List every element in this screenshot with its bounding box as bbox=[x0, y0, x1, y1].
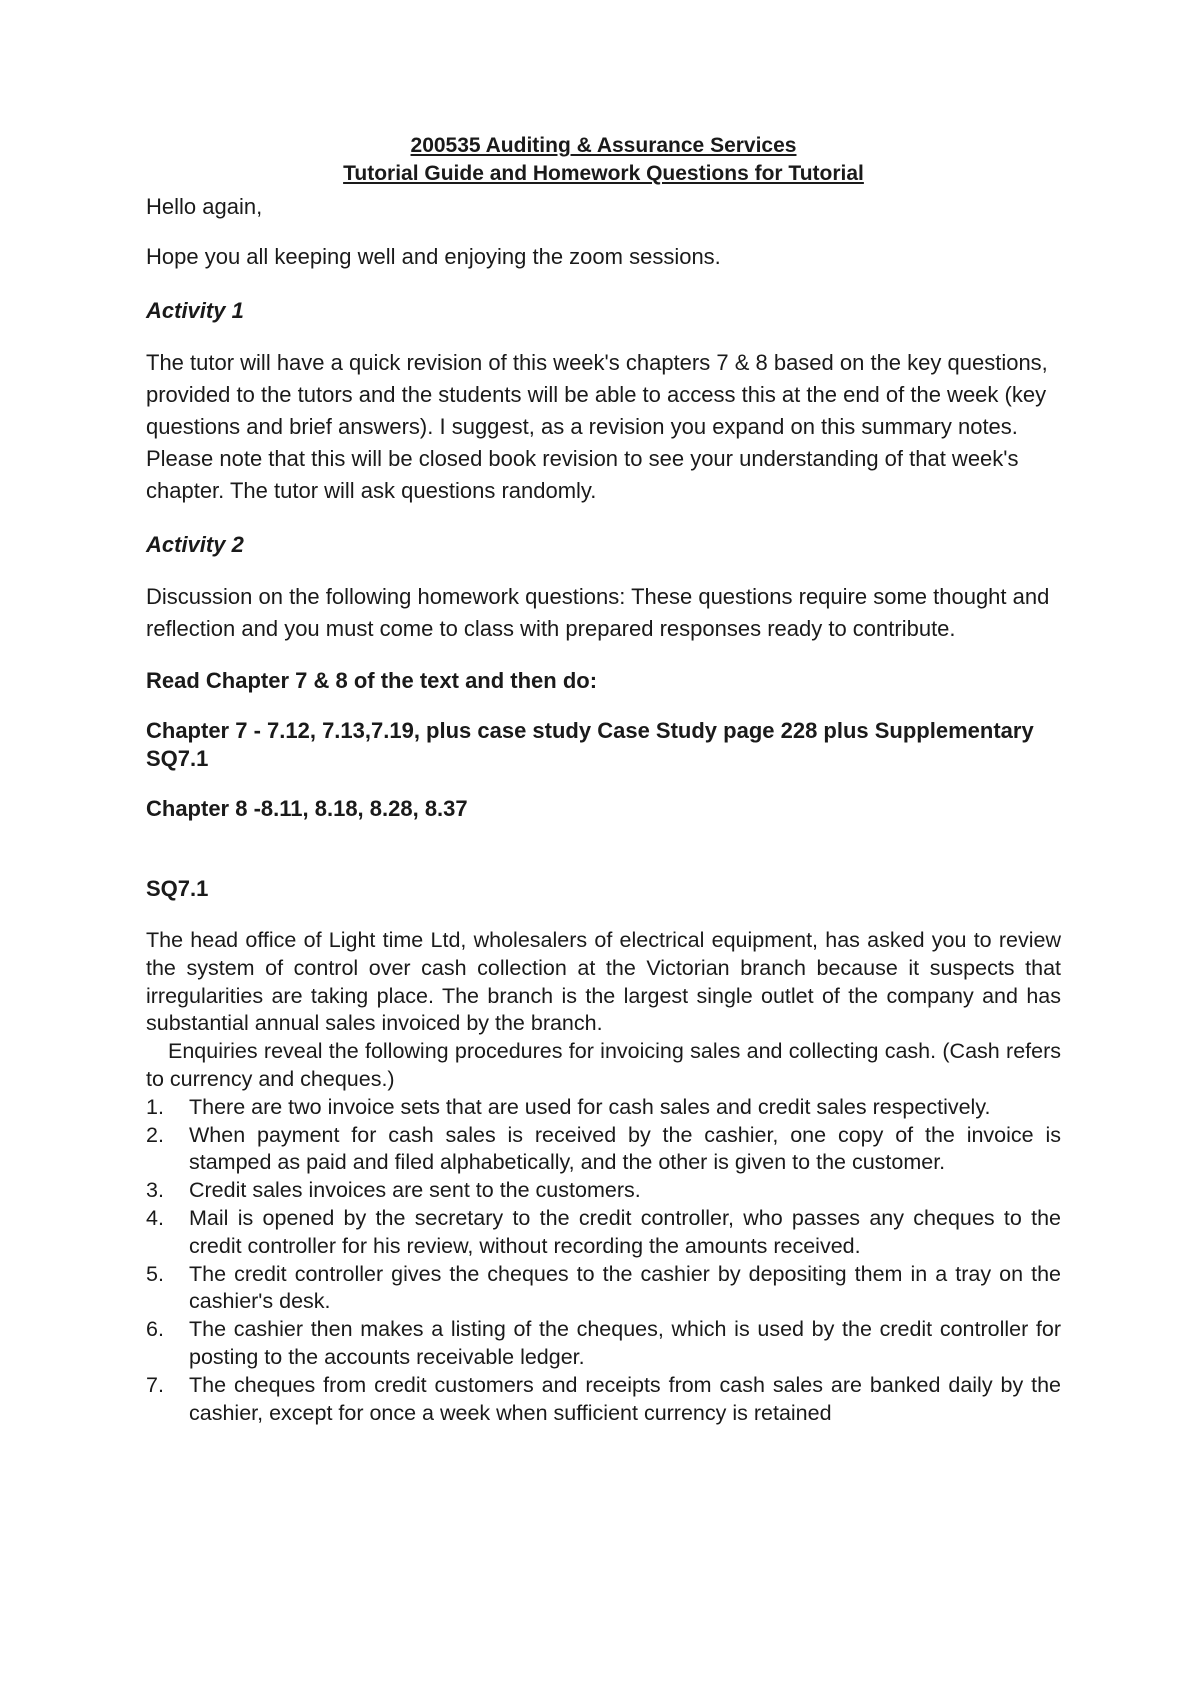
list-item bbox=[146, 1261, 1061, 1317]
sq71-intro: The head office of Light time Ltd, wholesalers of electrical equipment, has asked you to review the system of control over cash collection at the Victorian branch because it suspects that irregularities are taking place. The branch is the largest single outlet of the company and has substantial annual sales invoiced by the branch. bbox=[146, 928, 1061, 1036]
procedure-list bbox=[146, 1094, 1061, 1428]
document-page bbox=[146, 132, 1061, 1427]
list-item bbox=[146, 1122, 1061, 1178]
list-item bbox=[146, 1177, 1061, 1205]
list-item bbox=[146, 1316, 1061, 1372]
list-item-number: 1. bbox=[146, 1094, 164, 1119]
list-item-number: 3. bbox=[146, 1178, 164, 1203]
greeting-text: Hello again, bbox=[146, 194, 263, 219]
list-item-number: 4. bbox=[146, 1205, 164, 1230]
chapter-7-questions: Chapter 7 - 7.12, 7.13,7.19, plus case study Case Study page 228 plus Supplementary SQ7.1 bbox=[146, 718, 1034, 771]
sq71-enquiries: Enquiries reveal the following procedures for invoicing sales and collecting cash. (Cash refers to currency and cheques.) bbox=[146, 1039, 1061, 1091]
list-item bbox=[146, 1372, 1061, 1428]
list-item-text: The credit controller gives the cheques to the cashier by depositing them in a tray on the cashier's desk. bbox=[189, 1261, 1061, 1314]
list-item-text: Mail is opened by the secretary to the credit controller, who passes any cheques to the credit controller for his review, without recording the amounts received. bbox=[189, 1205, 1061, 1258]
chapter-8-questions: Chapter 8 -8.11, 8.18, 8.28, 8.37 bbox=[146, 796, 468, 821]
list-item bbox=[146, 1094, 1061, 1122]
intro-text: Hope you all keeping well and enjoying the zoom sessions. bbox=[146, 244, 721, 269]
activity-2-heading: Activity 2 bbox=[146, 532, 244, 557]
list-item-number: 6. bbox=[146, 1317, 164, 1342]
activity-1-heading: Activity 1 bbox=[146, 298, 244, 323]
list-item-text: There are two invoice sets that are used for cash sales and credit sales respectively. bbox=[189, 1094, 991, 1119]
document-title: 200535 Auditing & Assurance Services bbox=[410, 134, 797, 157]
document-subtitle: Tutorial Guide and Homework Questions for Tutorial bbox=[343, 162, 864, 185]
reading-instruction: Read Chapter 7 & 8 of the text and then do: bbox=[146, 668, 598, 693]
list-item-text: The cashier then makes a listing of the cheques, which is used by the credit controller for posting to the accounts receivable ledger. bbox=[189, 1317, 1061, 1369]
list-item bbox=[146, 1205, 1061, 1261]
list-item-text: Credit sales invoices are sent to the customers. bbox=[189, 1178, 641, 1203]
list-item-number: 2. bbox=[146, 1122, 164, 1147]
sq71-heading: SQ7.1 bbox=[146, 876, 209, 901]
list-item-text: The cheques from credit customers and receipts from cash sales are banked daily by the cashier, except for once a week when sufficient currency is retained bbox=[189, 1372, 1061, 1425]
list-item-text: When payment for cash sales is received by the cashier, one copy of the invoice is stamped as paid and filed alphabetically, and the other is given to the customer. bbox=[189, 1122, 1061, 1175]
list-item-number: 7. bbox=[146, 1372, 164, 1397]
activity-2-body: Discussion on the following homework questions: These questions require some thought and reflection and you must come to class with prepared responses ready to contribute. bbox=[146, 584, 1050, 641]
activity-1-body: The tutor will have a quick revision of this week's chapters 7 & 8 based on the key questions, provided to the tutors and the students will be able to access this at the end of the week (key questions and brief answers). I suggest, as a revision you expand on this summary notes. Please note that this will be closed book revision to see your understanding of that week's chapter. The tutor will ask questions randomly. bbox=[146, 350, 1048, 503]
list-item-number: 5. bbox=[146, 1261, 164, 1286]
